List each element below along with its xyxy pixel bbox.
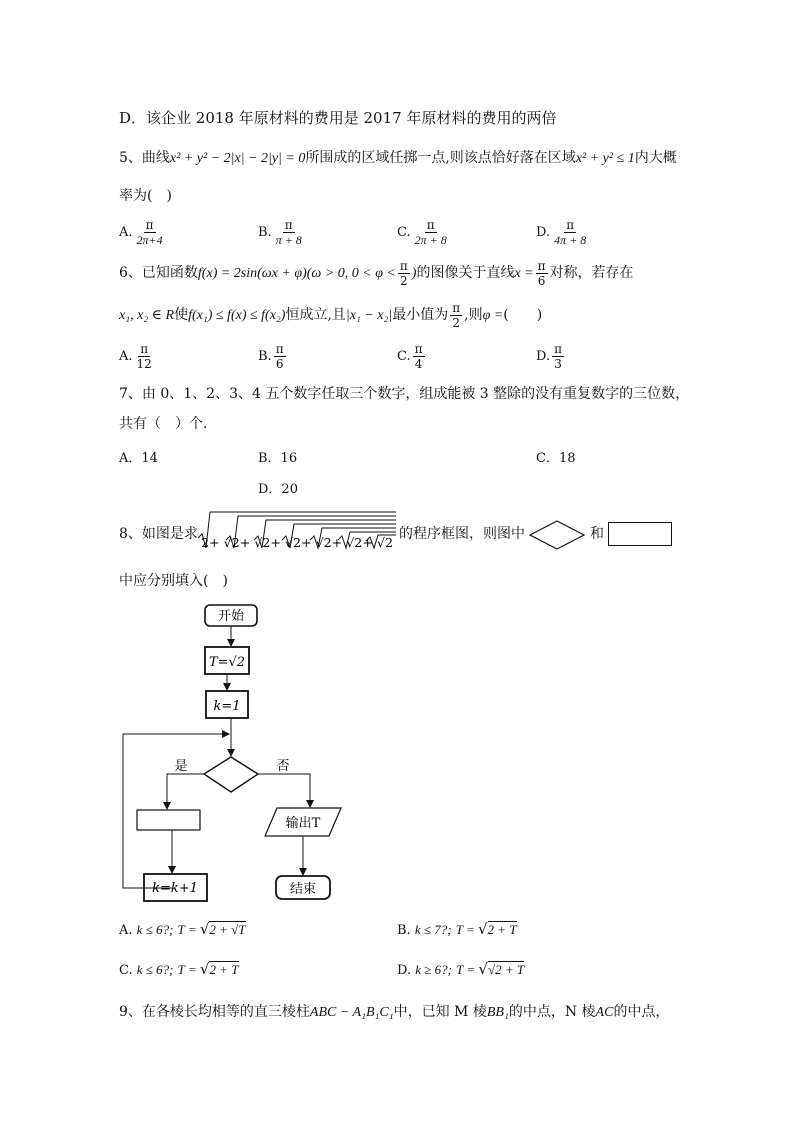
- fraction: [135, 218, 165, 247]
- denominator: 2π + 8: [414, 233, 447, 247]
- q6-suffix: 对称，若存在: [549, 265, 634, 281]
- q9-prism: ABC − A₁B₁C₁: [309, 1005, 394, 1020]
- flowchart: [115, 600, 355, 905]
- fraction: [398, 259, 410, 288]
- init-k-label: k=1: [213, 699, 241, 714]
- q5-suffix: 内大概: [634, 150, 677, 166]
- q8-option-c[interactable]: C. k ≤ 6?; T = √2 + T: [119, 960, 239, 978]
- numerator: π: [145, 218, 154, 232]
- q7-line2: 共有（ ）个.: [119, 416, 208, 432]
- start-label: 开始: [217, 609, 245, 624]
- option-condition: k ≥ 6?;: [415, 962, 452, 977]
- q6-text: 恒成立,且: [285, 307, 346, 323]
- option-assign: T =: [177, 922, 200, 937]
- no-label: 否: [276, 759, 290, 774]
- option-label: C.: [397, 349, 411, 364]
- q6-text: 最小值为: [392, 307, 449, 323]
- fraction: [450, 301, 462, 330]
- option-label: A.: [119, 923, 133, 938]
- q6-text: ,则: [464, 307, 483, 323]
- option-radicand: √2 + T: [487, 962, 525, 977]
- q9-text: 的中点，: [613, 1004, 670, 1020]
- q6-line-eq: x =: [514, 266, 534, 281]
- q5-option-b[interactable]: [258, 218, 306, 247]
- q6-line2: [119, 300, 542, 331]
- denominator: 6: [275, 357, 284, 371]
- radical-text: 2+ √2+ √2+ √2+ √2+ √2+ √2: [201, 536, 393, 550]
- numerator: π: [399, 258, 408, 273]
- q5-curve: x² + y² − 2|x| − 2|y| = 0: [169, 151, 306, 166]
- q5-line2: 率为( ): [119, 188, 172, 204]
- numerator: π: [554, 342, 562, 356]
- fraction: [274, 342, 286, 371]
- q7-line1: 7、由 0、1、2、3、4 五个数字任取三个数字，组成能被 3 整除的没有重复数字的三位数，: [119, 386, 690, 402]
- option-label: D.: [536, 225, 551, 240]
- option-radicand: 2 + T: [209, 962, 239, 977]
- numerator: π: [566, 218, 575, 232]
- option-label: B.: [397, 923, 411, 938]
- numerator: π: [414, 342, 423, 356]
- q9-text: 9、在各棱长均相等的直三棱柱: [119, 1004, 310, 1020]
- option-d-text: D．该企业 2018 年原材料的费用是 2017 年原材料的费用的两倍: [119, 109, 557, 127]
- q9-edge: BB₁: [486, 1005, 509, 1020]
- option-label: C.: [397, 225, 411, 240]
- q8-line2: 中应分别填入( ): [119, 573, 228, 589]
- q8-and: 和: [590, 526, 604, 542]
- option-label: B.: [258, 349, 272, 364]
- q6-phi: φ =: [482, 308, 504, 323]
- fraction: [135, 342, 154, 371]
- q8-prefix: 8、如图是求: [119, 526, 198, 542]
- q6-option-a[interactable]: [119, 342, 156, 371]
- q7-option-d[interactable]: D．20: [258, 482, 298, 497]
- nested-radical-expression: [196, 508, 398, 552]
- option-label: A.: [119, 349, 133, 364]
- q5-option-a[interactable]: [119, 218, 167, 247]
- yes-label: 是: [174, 759, 188, 774]
- init-t-label: T=√2: [208, 655, 246, 670]
- denominator: 4: [414, 357, 423, 371]
- q8-option-d[interactable]: D. k ≥ 6?; T = √√2 + T: [397, 960, 525, 978]
- q5-mid: 所围成的区域任掷一点,则该点恰好落在区域: [305, 150, 576, 166]
- q7-option-c[interactable]: C．18: [536, 451, 576, 466]
- denominator: 12: [136, 357, 152, 371]
- output-label: 输出T: [285, 816, 321, 831]
- end-label: 结束: [289, 882, 317, 897]
- q6-option-c[interactable]: [397, 342, 427, 371]
- numerator: π: [452, 300, 461, 315]
- option-condition: k ≤ 6?;: [136, 962, 174, 977]
- numerator: π: [140, 342, 149, 356]
- option-label: D.: [536, 349, 551, 364]
- q6-func: f(x) = 2sin(ωx + φ)(ω > 0, 0 < φ <: [197, 266, 396, 281]
- denominator: 3: [554, 357, 562, 371]
- denominator: 2π+4: [136, 233, 163, 247]
- q6-mid: 的图像关于直线: [416, 265, 515, 281]
- q6-abs: |x₁ − x₂|: [345, 308, 393, 323]
- q7-option-a[interactable]: A．14: [119, 451, 158, 466]
- option-condition: k ≤ 7?;: [414, 922, 452, 937]
- q8-option-a[interactable]: A. k ≤ 6?; T = √2 + √T: [119, 920, 246, 938]
- numerator: π: [284, 218, 293, 232]
- fraction: [552, 342, 564, 371]
- denominator: 2: [400, 273, 408, 288]
- q5-prefix: 5、曲线: [119, 150, 170, 166]
- denominator: 4π + 8: [554, 233, 587, 247]
- increment-label: k=k+1: [152, 881, 198, 896]
- option-condition: k ≤ 6?;: [136, 922, 174, 937]
- fraction: [413, 342, 425, 371]
- q9-text: 的中点，N 棱: [508, 1004, 596, 1020]
- fraction: [552, 218, 588, 247]
- q6-text: 使: [174, 307, 189, 323]
- option-radicand: 2 + √T: [209, 922, 246, 937]
- q6-vars: x₁, x₂ ∈ R: [119, 308, 175, 323]
- q6-prefix: 6、已知函数: [119, 265, 198, 281]
- numerator: π: [537, 258, 546, 273]
- numerator: π: [275, 342, 284, 356]
- q6-ineq: f(x₁) ≤ f(x) ≤ f(x₂): [188, 308, 286, 323]
- q7-option-b[interactable]: B．16: [258, 451, 298, 466]
- condition-diamond: [204, 757, 258, 792]
- q9-text: 中，已知 M 棱: [393, 1004, 487, 1020]
- q6-line1: [119, 258, 634, 289]
- q6-func-end: ): [411, 266, 417, 281]
- option-assign: T =: [456, 962, 479, 977]
- option-label: B.: [258, 225, 272, 240]
- denominator: π + 8: [275, 233, 302, 247]
- q9-line1: [119, 1002, 669, 1023]
- q6-text: ( ): [503, 307, 543, 323]
- diamond-shape-icon: [528, 519, 586, 551]
- fraction: [536, 259, 548, 288]
- q8-option-b[interactable]: B. k ≤ 7?; T = √2 + T: [397, 920, 517, 938]
- option-assign: T =: [177, 962, 200, 977]
- option-label: A.: [119, 225, 133, 240]
- option-assign: T =: [455, 922, 478, 937]
- option-label: D.: [397, 963, 412, 978]
- q5-line1: [119, 148, 677, 169]
- assignment-box: [137, 810, 200, 830]
- q5-option-c[interactable]: [397, 218, 451, 247]
- q5-region: x² + y² ≤ 1: [575, 151, 635, 166]
- denominator: 6: [537, 273, 546, 288]
- q8-mid: 的程序框图，则图中: [399, 526, 525, 542]
- q5-option-d[interactable]: [536, 218, 590, 247]
- option-label: C.: [119, 963, 133, 978]
- option-radicand: 2 + T: [487, 922, 517, 937]
- fraction: [413, 218, 449, 247]
- q6-option-d[interactable]: [536, 342, 566, 371]
- fraction: [274, 218, 304, 247]
- numerator: π: [426, 218, 435, 232]
- rectangle-shape-icon: [608, 522, 672, 546]
- denominator: 2: [452, 315, 460, 330]
- q9-segment: AC: [595, 1005, 614, 1020]
- q6-option-b[interactable]: [258, 342, 288, 371]
